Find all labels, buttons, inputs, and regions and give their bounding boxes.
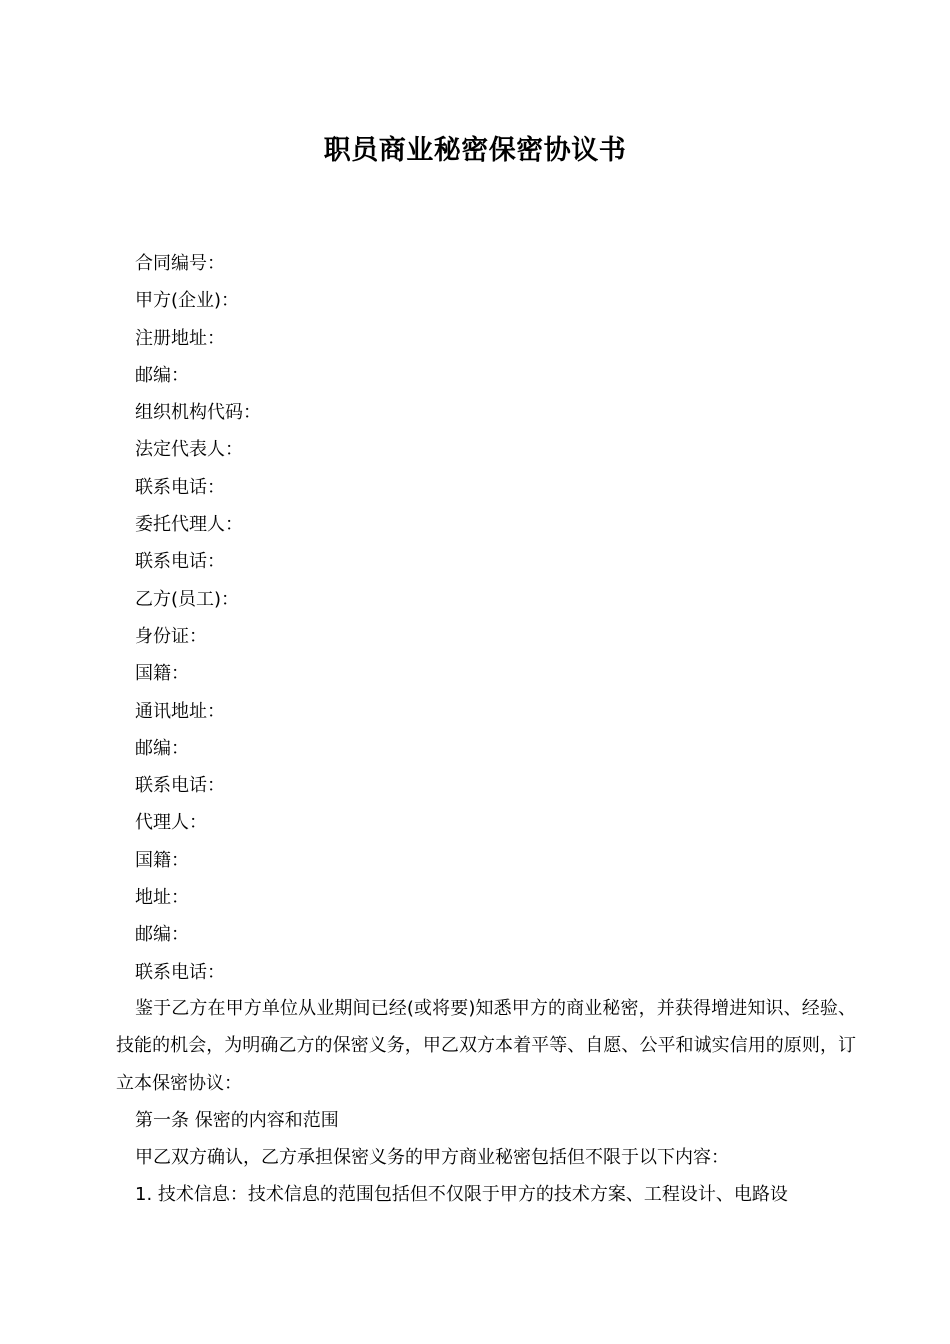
article-1-item-1: 1. 技术信息：技术信息的范围包括但不仅限于甲方的技术方案、工程设计、电路设 — [135, 1184, 788, 1206]
field-organization-code: 组织机构代码： — [135, 402, 261, 424]
field-mailing-address: 通讯地址： — [135, 700, 225, 722]
field-postcode-rep: 邮编： — [135, 924, 189, 946]
field-postcode-a: 邮编： — [135, 364, 189, 386]
field-contract-number: 合同编号： — [135, 253, 225, 274]
field-legal-representative: 法定代表人： — [135, 439, 243, 461]
field-representative-b: 代理人： — [135, 812, 207, 834]
field-nationality-rep: 国籍： — [135, 849, 189, 871]
field-phone-agent: 联系电话： — [135, 551, 225, 573]
field-authorized-agent: 委托代理人： — [135, 514, 243, 536]
field-phone-a: 联系电话： — [135, 476, 225, 498]
article-1-heading: 第一条 保密的内容和范围 — [135, 1109, 339, 1131]
preamble-paragraph: 鉴于乙方在甲方单位从业期间已经(或将要)知悉甲方的商业秘密，并获得增进知识、经验、技能的机会，为明确乙方的保密义务，甲乙双方本着平等、自愿、公平和诚实信用的原则，订立本保密协议： — [116, 998, 856, 1094]
contract-fields-list — [135, 245, 261, 991]
field-id-card: 身份证： — [135, 625, 207, 647]
field-party-b: 乙方(员工)： — [135, 588, 240, 610]
field-postcode-b: 邮编： — [135, 737, 189, 759]
field-registered-address: 注册地址： — [135, 327, 225, 349]
article-1-intro: 甲乙双方确认，乙方承担保密义务的甲方商业秘密包括但不限于以下内容： — [135, 1147, 729, 1169]
field-phone-b: 联系电话： — [135, 775, 225, 797]
agreement-body — [116, 990, 856, 1214]
field-phone-rep: 联系电话： — [135, 961, 225, 983]
field-nationality-b: 国籍： — [135, 663, 189, 685]
document-title: 职员商业秘密保密协议书 — [323, 135, 627, 166]
field-address-rep: 地址： — [135, 887, 189, 909]
field-party-a: 甲方(企业)： — [135, 290, 240, 312]
